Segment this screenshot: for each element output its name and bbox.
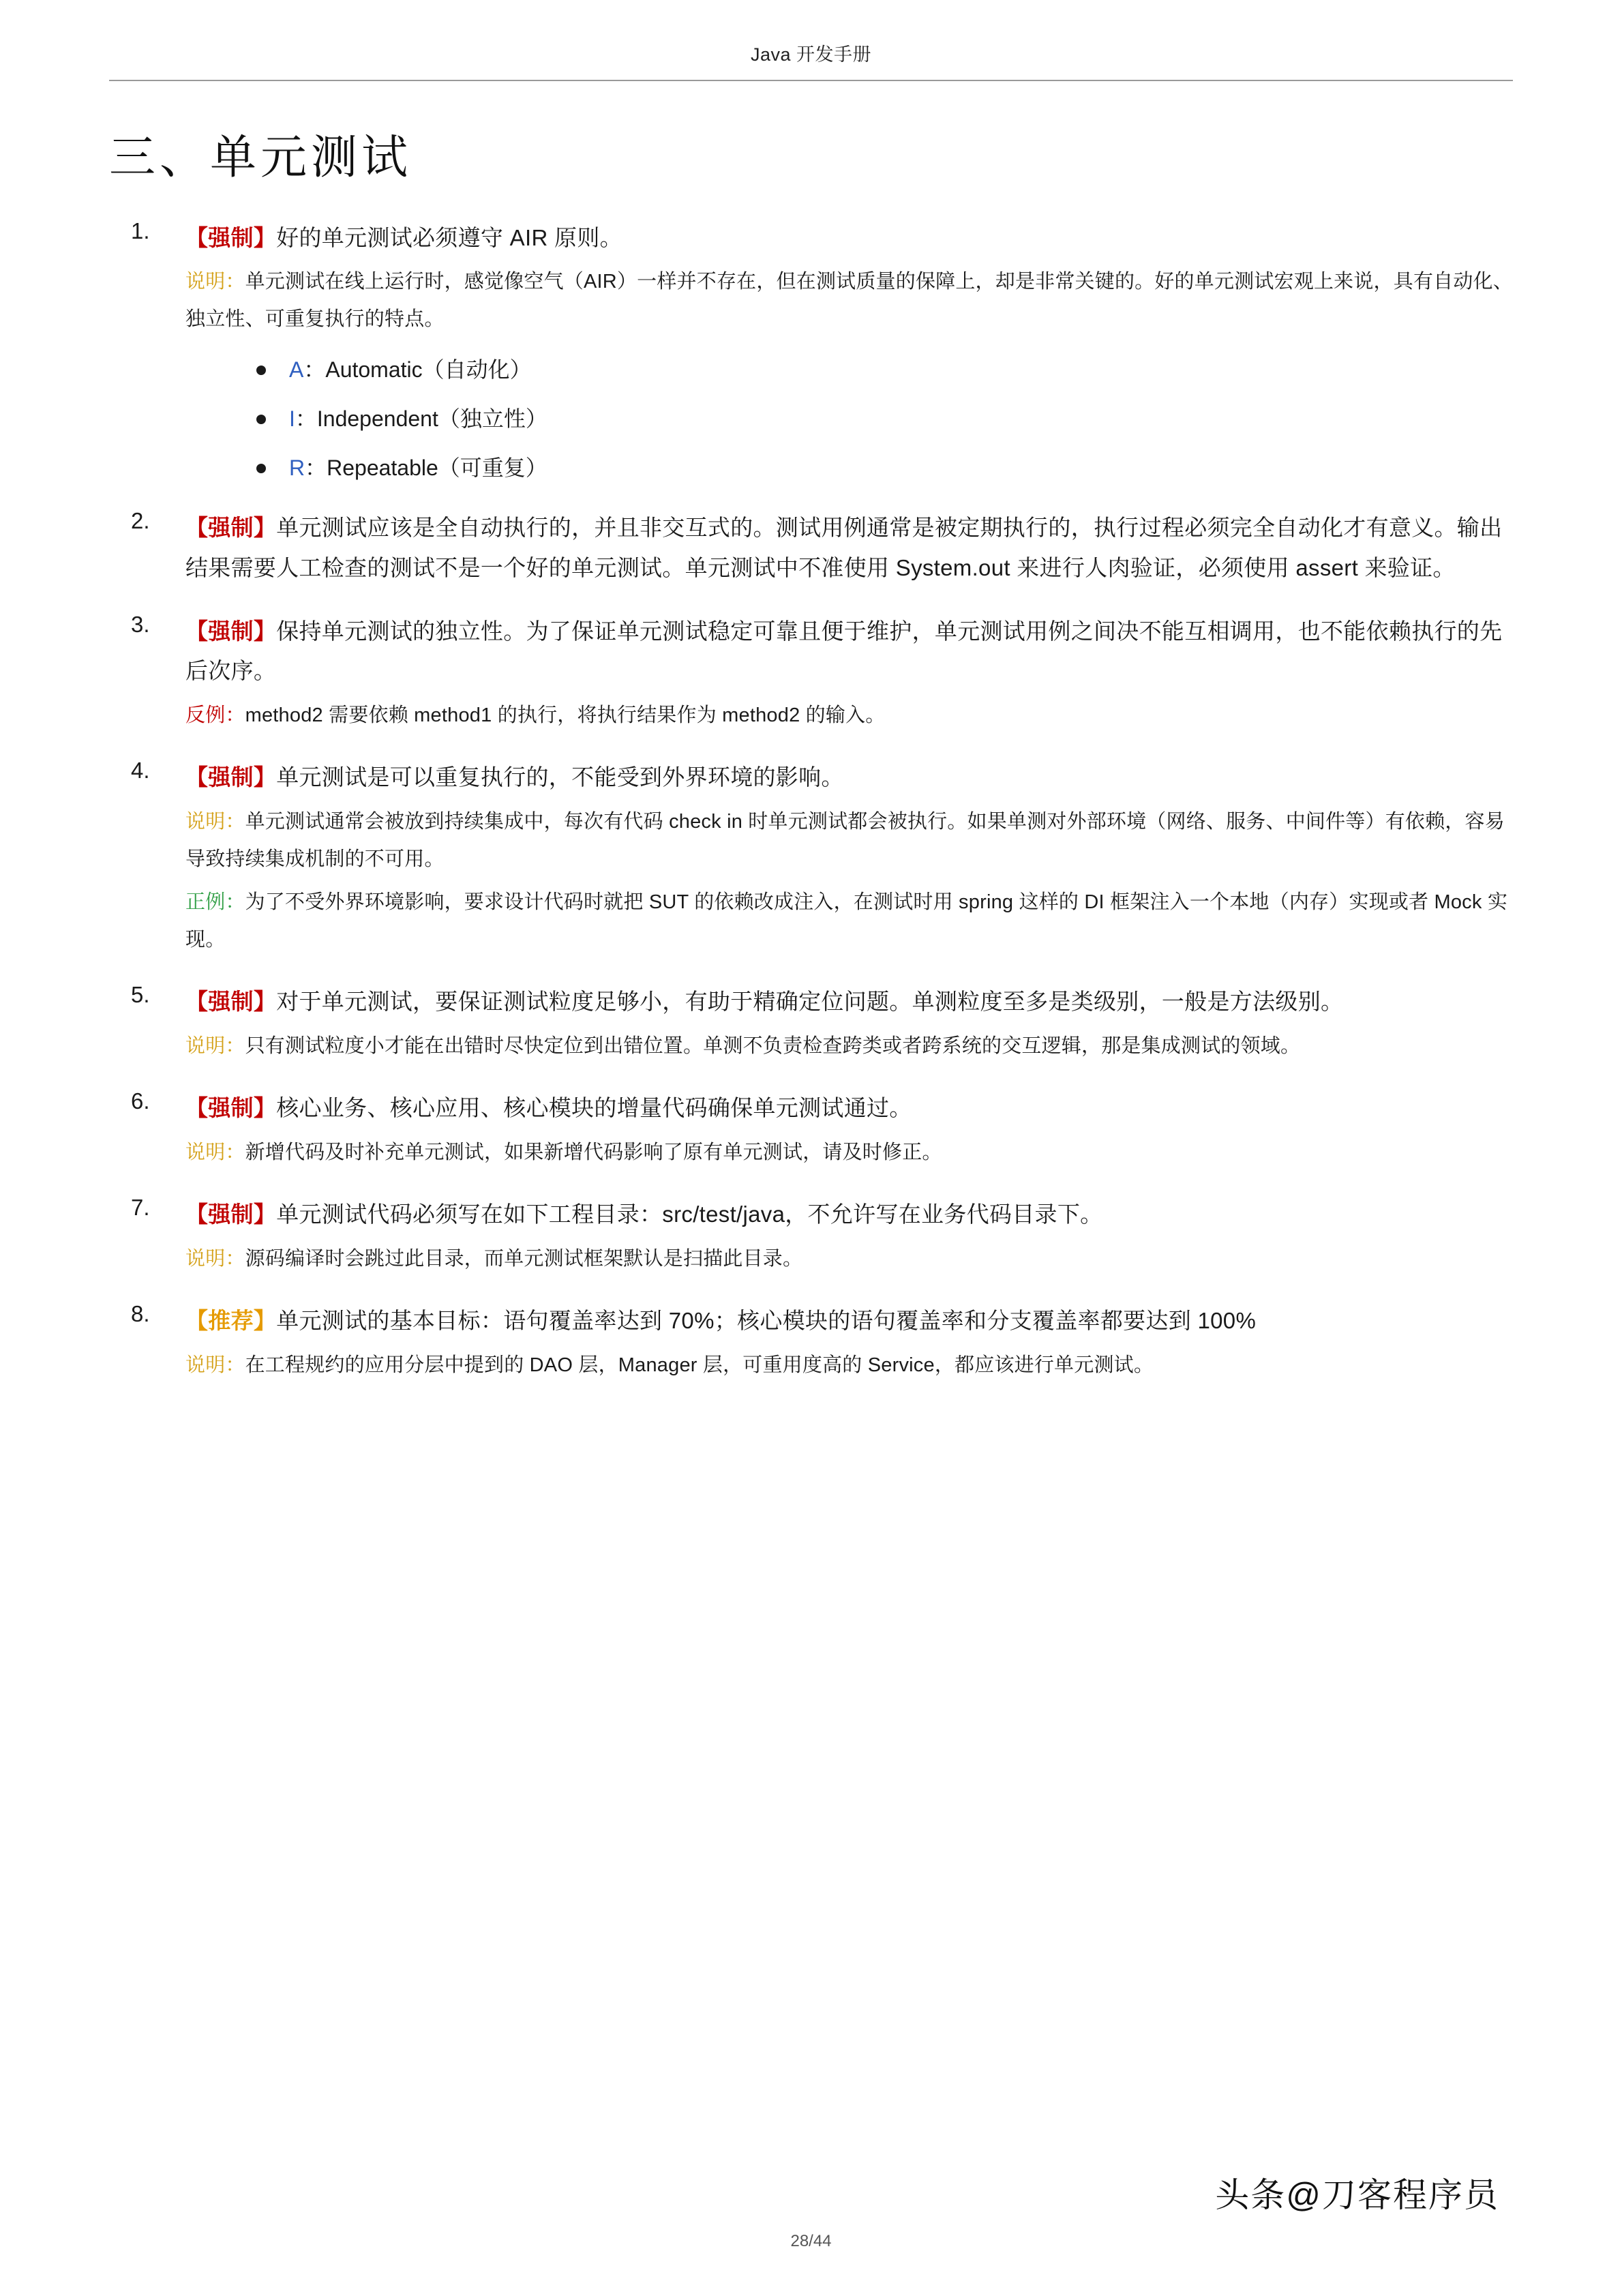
page-header xyxy=(109,0,1513,66)
rule-tag: 【强制】 xyxy=(185,1095,277,1121)
watermark xyxy=(1215,2168,1499,2217)
note-text: method2 需要依赖 method1 的执行，将执行结果作为 method2 的输入。 xyxy=(245,704,886,727)
rule-note xyxy=(185,1134,1513,1172)
rule-note xyxy=(185,263,1513,338)
rule-number: 5. xyxy=(131,982,150,1008)
air-text: ：Repeatable（可重复） xyxy=(305,455,547,480)
rule-tag: 【强制】 xyxy=(185,764,277,790)
note-label: 说明： xyxy=(185,271,245,293)
rule-item xyxy=(109,1301,1513,1384)
rule-number: 6. xyxy=(131,1088,150,1114)
air-principle-list xyxy=(185,353,1513,485)
note-label: 反例： xyxy=(185,704,245,727)
rule-note xyxy=(185,1240,1513,1278)
rule-text xyxy=(185,218,1513,258)
watermark-at: @ xyxy=(1286,2176,1322,2214)
rule-body: 单元测试应该是全自动执行的，并且非交互式的。测试用例通常是被定期执行的，执行过程必须完全自动化才有意义。输出结果需要人工检查的测试不是一个好的单元测试。单元测试中不准使用 System.out 来进行人肉验证，必须使用 assert 来验证。 xyxy=(185,515,1503,580)
rule-note xyxy=(185,803,1513,878)
rule-body: 单元测试的基本目标：语句覆盖率达到 70%；核心模块的语句覆盖率和分支覆盖率都要达到 100% xyxy=(276,1307,1257,1333)
rule-body: 对于单元测试，要保证测试粒度足够小，有助于精确定位问题。单测粒度至多是类级别，一般是方法级别。 xyxy=(276,989,1344,1015)
note-label: 说明： xyxy=(185,811,245,833)
note-label: 说明： xyxy=(185,1035,245,1058)
rule-item xyxy=(109,612,1513,735)
chapter-title: 三、单元测试 xyxy=(109,131,412,185)
note-text: 源码编译时会跳过此目录，而单元测试框架默认是扫描此目录。 xyxy=(245,1247,803,1270)
rule-item xyxy=(109,758,1513,959)
page-number: 28/44 xyxy=(790,2232,832,2250)
page-footer xyxy=(0,2232,1622,2251)
rule-body: 单元测试是可以重复执行的，不能受到外界环境的影响。 xyxy=(276,764,844,790)
rules-list xyxy=(109,218,1513,1384)
air-letter: R xyxy=(289,455,305,480)
rule-text xyxy=(185,508,1513,588)
rule-tag: 【强制】 xyxy=(185,989,277,1015)
rule-tag: 【强制】 xyxy=(185,515,277,541)
note-text: 在工程规约的应用分层中提到的 DAO 层，Manager 层，可重用度高的 Service，都应该进行单元测试。 xyxy=(245,1354,1154,1376)
air-letter: I xyxy=(289,406,295,432)
air-item xyxy=(251,353,1513,387)
note-label: 说明： xyxy=(185,1354,245,1376)
rule-item xyxy=(109,508,1513,588)
air-text: ：Independent（独立性） xyxy=(295,406,547,432)
watermark-name: 刀客程序员 xyxy=(1322,2175,1499,2215)
header-divider xyxy=(109,80,1513,81)
rule-note xyxy=(185,884,1513,959)
rule-number: 2. xyxy=(131,508,150,534)
air-letter: A xyxy=(289,357,304,383)
note-label: 说明： xyxy=(185,1141,245,1163)
rule-body: 单元测试代码必须写在如下工程目录：src/test/java，不允许写在业务代码目录下。 xyxy=(276,1202,1103,1227)
note-text: 新增代码及时补充单元测试，如果新增代码影响了原有单元测试，请及时修正。 xyxy=(245,1141,942,1163)
rule-text xyxy=(185,1088,1513,1129)
rule-text xyxy=(185,1195,1513,1235)
rule-item xyxy=(109,1195,1513,1278)
note-label: 说明： xyxy=(185,1247,245,1270)
rule-body: 好的单元测试必须遵守 AIR 原则。 xyxy=(276,224,622,250)
rule-note xyxy=(185,1028,1513,1065)
rule-body: 核心业务、核心应用、核心模块的增量代码确保单元测试通过。 xyxy=(276,1095,912,1121)
note-text: 为了不受外界环境影响，要求设计代码时就把 SUT 的依赖改成注入，在测试时用 spring 这样的 DI 框架注入一个本地（内存）实现或者 Mock 实现。 xyxy=(185,891,1508,951)
note-text: 单元测试通常会被放到持续集成中，每次有代码 check in 时单元测试都会被执行。如果单测对外部环境（网络、服务、中间件等）有依赖，容易导致持续集成机制的不可用。 xyxy=(185,811,1505,871)
rule-text xyxy=(185,758,1513,798)
note-text: 只有测试粒度小才能在出错时尽快定位到出错位置。单测不负责检查跨类或者跨系统的交互逻辑，那是集成测试的领域。 xyxy=(245,1035,1301,1058)
rule-text xyxy=(185,612,1513,691)
rule-number: 8. xyxy=(131,1300,150,1326)
rule-item xyxy=(109,218,1513,486)
rule-item xyxy=(109,1088,1513,1172)
rule-number: 3. xyxy=(131,611,150,637)
rule-tag: 【推荐】 xyxy=(185,1307,277,1333)
air-item xyxy=(251,402,1513,436)
note-label: 正例： xyxy=(185,891,245,914)
air-item xyxy=(251,451,1513,486)
rule-tag: 【强制】 xyxy=(185,618,277,644)
rule-body: 保持单元测试的独立性。为了保证单元测试稳定可靠且便于维护，单元测试用例之间决不能互相调用，也不能依赖执行的先后次序。 xyxy=(185,618,1503,684)
rule-text xyxy=(185,1301,1513,1341)
note-text: 单元测试在线上运行时，感觉像空气（AIR）一样并不存在，但在测试质量的保障上，却是非常关键的。好的单元测试宏观上来说，具有自动化、独立性、可重复执行的特点。 xyxy=(185,271,1513,331)
watermark-prefix: 头条 xyxy=(1215,2175,1287,2215)
rule-item xyxy=(109,982,1513,1065)
rule-note xyxy=(185,697,1513,734)
air-text: ：Automatic（自动化） xyxy=(303,357,532,383)
rule-tag: 【强制】 xyxy=(185,224,277,250)
rule-number: 4. xyxy=(131,758,150,784)
rule-note xyxy=(185,1347,1513,1384)
rule-number: 1. xyxy=(131,218,150,243)
rule-text xyxy=(185,982,1513,1022)
rule-number: 7. xyxy=(131,1195,150,1221)
header-title: Java 开发手册 xyxy=(750,44,872,65)
rule-tag: 【强制】 xyxy=(185,1202,277,1227)
